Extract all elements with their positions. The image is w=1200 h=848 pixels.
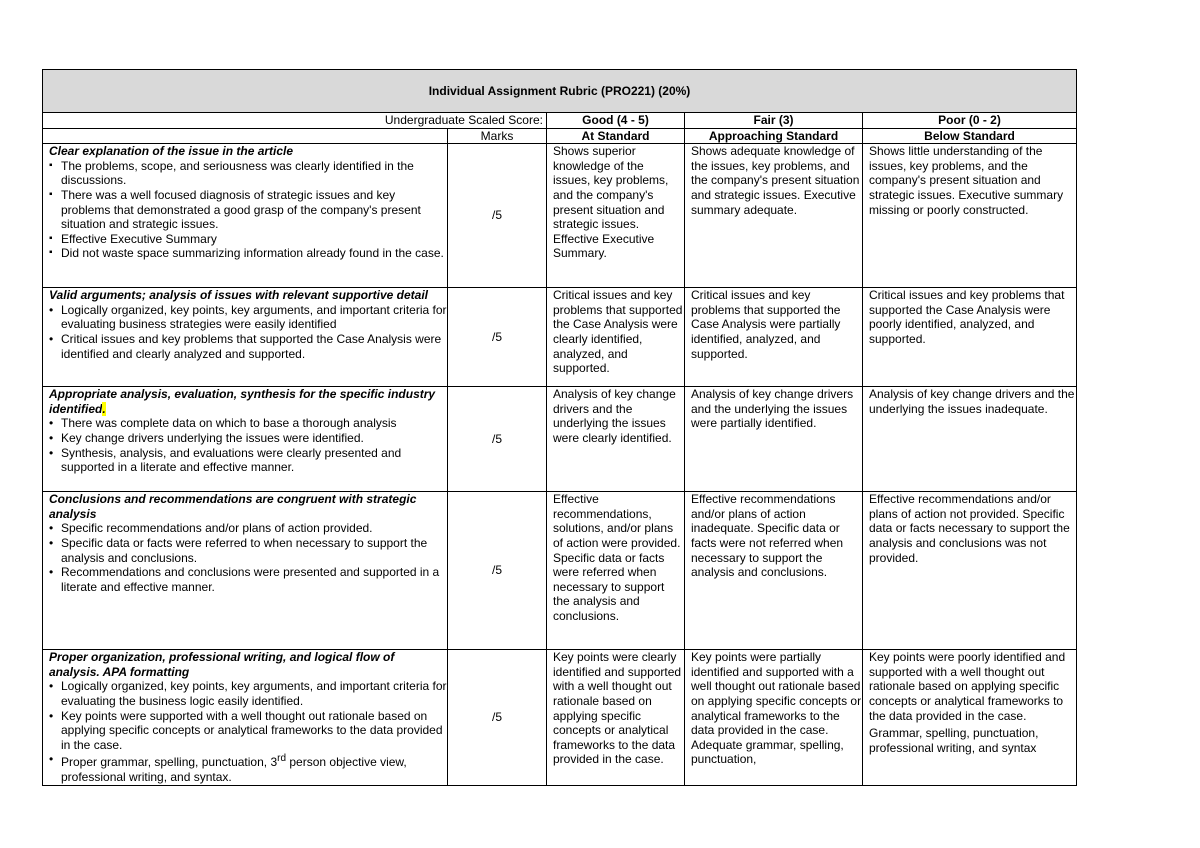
table-row (43, 144, 1077, 288)
poor-descriptor-extra: Grammar, spelling, punctuation, professional writing, and syntax (869, 726, 1039, 755)
table-row (43, 288, 1077, 387)
poor-descriptor: Shows little understanding of the issues, key problems, and the company's present situation and strategic issues. Executive summary missing or poorly constructed. (863, 144, 1077, 288)
level-poor-range: Poor (0 - 2) (863, 113, 1077, 129)
good-descriptor: Shows superior knowledge of the issues, key problems, and the company's present situation and strategic issues. Effective Executive Summary. (547, 144, 685, 288)
marks-cell (448, 144, 547, 288)
criterion-title-main: Appropriate analysis, evaluation, synthesis for the specific industry identified (49, 387, 436, 416)
criterion-bullets (49, 416, 447, 474)
fair-descriptor: Critical issues and key problems that supported the Case Analysis were partially identified, analyzed, and supported. (685, 288, 863, 387)
fair-descriptor: Key points were partially identified and supported with a well thought out rationale based on applying specific concepts or analytical frameworks to the data provided in the case. Adequate grammar, spelling, punctuation, (685, 650, 863, 785)
list-item: • Logically organized, key points, key arguments, and important criteria for evaluating the business logic easily identified. (49, 679, 447, 708)
criterion-cell (43, 387, 448, 492)
highlight-mark: . (102, 401, 106, 416)
list-item: • Key points were supported with a well thought out rationale based on applying specific concepts or analytical frameworks to the data provided in the case. (49, 709, 447, 753)
poor-descriptor: Critical issues and key problems that supported the Case Analysis were poorly identified, analyzed, and supported. (863, 288, 1077, 387)
marks-cell (448, 492, 547, 650)
criterion-title (49, 387, 447, 416)
criterion-bullets (49, 159, 447, 261)
list-item: ▪ The problems, scope, and seriousness was clearly identified in the discussions. (49, 159, 447, 188)
criterion-bullets (49, 679, 447, 784)
marks-header: Marks (448, 128, 547, 144)
marks-value: /5 (491, 710, 502, 725)
criterion-cell (43, 144, 448, 288)
list-item: ▪ There was a well focused diagnosis of strategic issues and key problems that demonstrated a good grasp of the company's present situation and strategic issues. (49, 188, 447, 232)
marks-cell (448, 387, 547, 492)
poor-descriptor-cell (863, 650, 1077, 785)
criterion-cell (43, 288, 448, 387)
poor-descriptor: Key points were poorly identified and supported with a well thought out rationale based on applying specific concepts or analytical frameworks to the data provided in the case. (869, 650, 1066, 723)
list-item: ▪ Effective Executive Summary (49, 232, 447, 247)
ordinal-suffix: rd (277, 753, 287, 765)
list-item: • Specific recommendations and/or plans of action provided. (49, 521, 447, 536)
level-good-standard: At Standard (547, 128, 685, 144)
level-poor-standard: Below Standard (863, 128, 1077, 144)
level-fair-standard: Approaching Standard (685, 128, 863, 144)
criterion-title: Conclusions and recommendations are congruent with strategic analysis (49, 492, 417, 521)
list-item (49, 752, 447, 784)
criterion-title: Clear explanation of the issue in the article (49, 144, 294, 159)
criterion-cell (43, 650, 448, 785)
table-row (43, 650, 1077, 785)
list-item: • Recommendations and conclusions were presented and supported in a literate and effective manner. (49, 565, 447, 594)
list-item: ▪ Did not waste space summarizing information already found in the case. (49, 246, 447, 261)
criterion-title: Valid arguments; analysis of issues with relevant supportive detail (49, 288, 429, 303)
marks-value: /5 (491, 431, 502, 446)
level-fair-range: Fair (3) (685, 113, 863, 129)
good-descriptor: Effective recommendations, solutions, and/or plans of action were provided. Specific data or facts were referred when necessary to support the analysis and conclusions. (547, 492, 685, 650)
list-item: • Key change drivers underlying the issues were identified. (49, 431, 447, 446)
marks-cell (448, 650, 547, 785)
list-item: • Logically organized, key points, key arguments, and important criteria for evaluating business strategies were easily identified (49, 303, 447, 332)
marks-value: /5 (491, 329, 502, 344)
good-descriptor: Key points were clearly identified and supported with a well thought out rationale based on applying specific concepts or analytical frameworks to the data provided in the case. (547, 650, 685, 785)
marks-value: /5 (491, 563, 502, 578)
table-row (43, 387, 1077, 492)
list-item: • Synthesis, analysis, and evaluations were clearly presented and supported in a literate and effective manner. (49, 446, 447, 475)
marks-cell (448, 288, 547, 387)
scale-label: Undergraduate Scaled Score: (43, 113, 547, 129)
bullet-text-after: person objective view, professional writing, and syntax. (61, 755, 407, 784)
fair-descriptor: Analysis of key change drivers and the underlying the issues were partially identified. (685, 387, 863, 492)
list-item: • Critical issues and key problems that supported the Case Analysis were identified and clearly analyzed and supported. (49, 332, 447, 361)
criterion-bullets (49, 521, 447, 594)
good-descriptor: Critical issues and key problems that supported the Case Analysis were clearly identified, analyzed, and supported. (547, 288, 685, 387)
poor-descriptor: Analysis of key change drivers and the underlying the issues inadequate. (863, 387, 1077, 492)
level-good-range: Good (4 - 5) (547, 113, 685, 129)
criteria-header-blank (43, 128, 448, 144)
fair-descriptor: Shows adequate knowledge of the issues, key problems, and the company's present situation and strategic issues. Executive summary adequate. (685, 144, 863, 288)
good-descriptor: Analysis of key change drivers and the underlying the issues were clearly identified. (547, 387, 685, 492)
fair-descriptor: Effective recommendations and/or plans of action inadequate. Specific data or facts were not referred when necessary to support the analysis and conclusions. (685, 492, 863, 650)
criterion-bullets (49, 303, 447, 361)
list-item: • There was complete data on which to base a thorough analysis (49, 416, 447, 431)
marks-value: /5 (491, 208, 502, 223)
list-item: • Specific data or facts were referred to when necessary to support the analysis and conclusions. (49, 536, 447, 565)
poor-descriptor: Effective recommendations and/or plans of action not provided. Specific data or facts necessary to support the analysis and conclusions was not provided. (863, 492, 1077, 650)
criterion-cell (43, 492, 448, 650)
rubric-title: Individual Assignment Rubric (PRO221) (20%) (43, 70, 1077, 113)
bullet-text-before: Proper grammar, spelling, punctuation, 3 (61, 755, 278, 770)
rubric-table (42, 69, 1077, 786)
criterion-title: Proper organization, professional writing, and logical flow of analysis. APA formatting (49, 650, 395, 679)
table-row (43, 492, 1077, 650)
